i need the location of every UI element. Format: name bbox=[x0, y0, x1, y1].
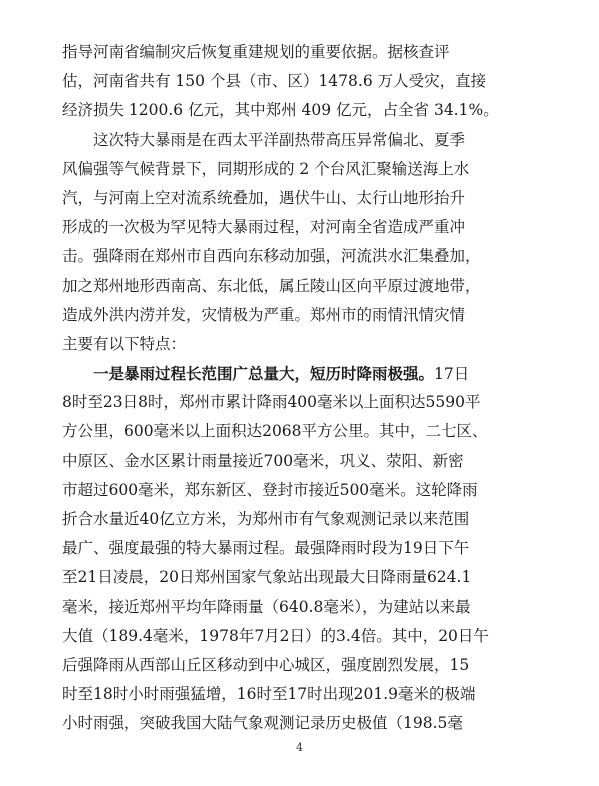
text-line: 形成的一次极为罕见特大暴雨过程，对河南全省造成严重冲 bbox=[62, 218, 466, 237]
text-line: 大值（189.4毫米，1978年7月2日）的3.4倍。其中，20日午 bbox=[62, 626, 489, 645]
text-line: 风偏强等气候背景下，同期形成的 2 个台风汇聚输送海上水 bbox=[62, 159, 470, 178]
text-line bbox=[62, 359, 540, 388]
text-line: 这次特大暴雨是在西太平洋副热带高压异常偏北、夏季 bbox=[93, 130, 466, 149]
text-line: 击。强降雨在郑州市自西向东移动加强，河流洪水汇集叠加， bbox=[62, 247, 481, 266]
text-line: 市超过600毫米，郑东新区、登封市接近500毫米。这轮降雨 bbox=[62, 480, 478, 499]
text-line: 估，河南省共有 150 个县（市、区）1478.6 万人受灾，直接 bbox=[62, 72, 487, 91]
text-line: 造成外洪内涝并发，灾情极为严重。郑州市的雨情汛情灾情 bbox=[62, 305, 466, 324]
text-line: 8时至23日8时，郑州市累计降雨400毫米以上面积达5590平 bbox=[62, 393, 481, 412]
text-line: 时至18时小时雨强猛增，16时至17时出现201.9毫米的极端 bbox=[62, 685, 476, 704]
text-line: 后强降雨从西部山丘区移动到中心城区，强度剧烈发展，15 bbox=[62, 655, 470, 674]
text-line: 加之郑州地形西南高、东北低，属丘陵山区向平原过渡地带， bbox=[62, 276, 481, 295]
page-number: 4 bbox=[296, 741, 303, 754]
paragraph bbox=[62, 359, 540, 738]
paragraph-heading: 一是暴雨过程长范围广总量大，短历时降雨极强。 bbox=[93, 364, 435, 384]
text-line: 折合水量近40亿立方米，为郑州市有气象观测记录以来范围 bbox=[62, 510, 470, 528]
text-line: 至21日凌晨，20日郑州国家气象站出现最大日降雨量624.1 bbox=[62, 568, 472, 587]
text-line: 指导河南省编制灾后恢复重建规划的重要依据。据核查评 bbox=[62, 43, 450, 61]
text-line: 最广、强度最强的特大暴雨过程。最强降雨时段为19日下午 bbox=[62, 539, 470, 558]
text-line: 小时雨强，突破我国大陆气象观测记录历史极值（198.5毫 bbox=[62, 714, 463, 733]
paragraph bbox=[62, 38, 540, 126]
text-line: 中原区、金水区累计雨量接近700毫米，巩义、荥阳、新密 bbox=[62, 451, 464, 470]
body-text bbox=[62, 38, 540, 739]
paragraph bbox=[62, 126, 540, 360]
text-line: 经济损失 1200.6 亿元，其中郑州 409 亿元，占全省 34.1%。 bbox=[62, 101, 499, 120]
text-line: 方公里，600毫米以上面积达2068平方公里。其中，二七区、 bbox=[62, 422, 488, 441]
text-run: 17日 bbox=[434, 365, 470, 384]
text-line: 汽，与河南上空对流系统叠加，遇伏牛山、太行山地形抬升 bbox=[62, 188, 466, 207]
text-line: 主要有以下特点： bbox=[62, 334, 187, 353]
text-line: 毫米，接近郑州平均年降雨量（640.8毫米），为建站以来最 bbox=[62, 597, 471, 616]
